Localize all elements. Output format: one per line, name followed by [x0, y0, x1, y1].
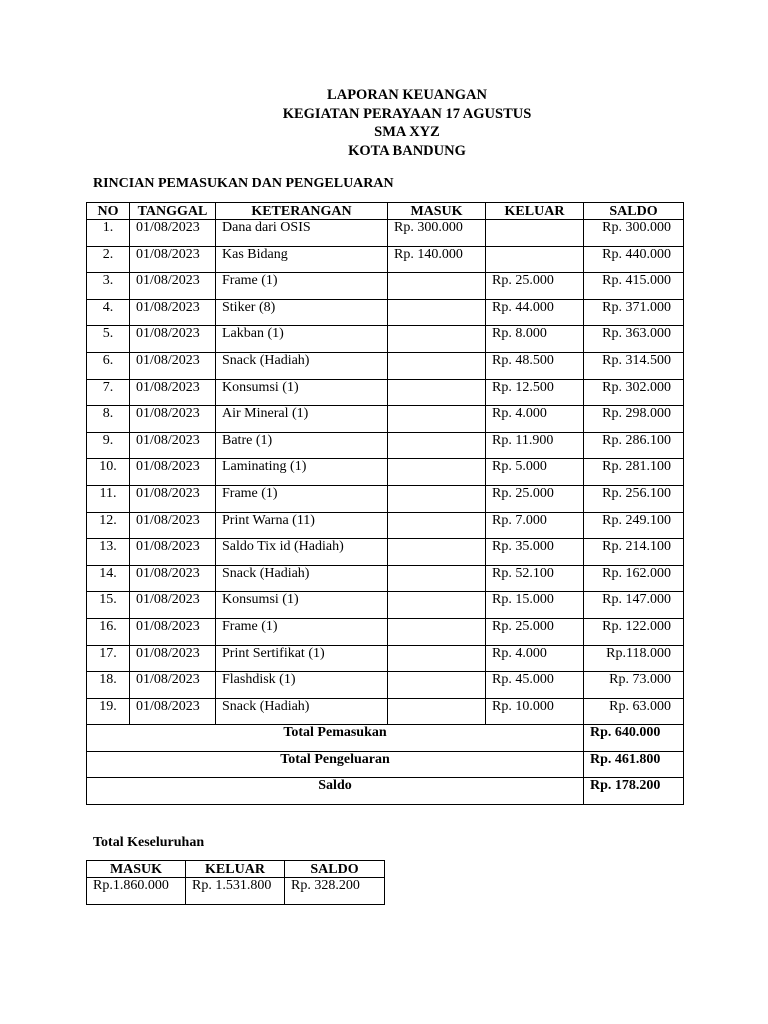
row-keluar: Rp. 11.900 [486, 432, 584, 459]
row-tanggal: 01/08/2023 [130, 432, 216, 459]
summary-table [86, 860, 385, 905]
total-row [87, 778, 684, 805]
transactions-table [86, 202, 684, 805]
column-header-no: NO [87, 203, 130, 220]
row-masuk: Rp. 140.000 [388, 246, 486, 273]
row-keterangan: Flashdisk (1) [216, 672, 388, 699]
row-saldo: Rp. 363.000 [584, 326, 684, 353]
summary-title: Total Keseluruhan [93, 835, 205, 850]
row-keluar: Rp. 12.500 [486, 379, 584, 406]
row-masuk [388, 352, 486, 379]
table-row [87, 672, 684, 699]
row-keterangan: Saldo Tix id (Hadiah) [216, 539, 388, 566]
row-keterangan: Frame (1) [216, 618, 388, 645]
row-saldo: Rp. 73.000 [584, 672, 684, 699]
row-keluar [486, 220, 584, 247]
summary-masuk-value: Rp.1.860.000 [87, 878, 186, 905]
row-saldo: Rp. 300.000 [584, 220, 684, 247]
row-keterangan: Snack (Hadiah) [216, 698, 388, 725]
row-no: 16. [87, 618, 130, 645]
row-keluar: Rp. 48.500 [486, 352, 584, 379]
row-keluar: Rp. 5.000 [486, 459, 584, 486]
row-no: 11. [87, 485, 130, 512]
summary-saldo-value: Rp. 328.200 [285, 878, 385, 905]
column-header-keterangan: KETERANGAN [216, 203, 388, 220]
row-tanggal: 01/08/2023 [130, 379, 216, 406]
table-row [87, 406, 684, 433]
table-row [87, 379, 684, 406]
row-saldo: Rp. 302.000 [584, 379, 684, 406]
row-no: 13. [87, 539, 130, 566]
total-label: Total Pemasukan [87, 725, 584, 752]
row-no: 17. [87, 645, 130, 672]
row-tanggal: 01/08/2023 [130, 618, 216, 645]
row-tanggal: 01/08/2023 [130, 698, 216, 725]
summary-header-masuk: MASUK [87, 861, 186, 878]
row-saldo: Rp. 440.000 [584, 246, 684, 273]
summary-value-row [87, 878, 385, 905]
row-saldo: Rp. 214.100 [584, 539, 684, 566]
row-masuk [388, 645, 486, 672]
row-saldo: Rp. 314.500 [584, 352, 684, 379]
row-no: 9. [87, 432, 130, 459]
row-masuk [388, 273, 486, 300]
row-keluar: Rp. 25.000 [486, 273, 584, 300]
row-keluar: Rp. 35.000 [486, 539, 584, 566]
table-row [87, 698, 684, 725]
summary-header-saldo: SALDO [285, 861, 385, 878]
table-row [87, 539, 684, 566]
row-no: 1. [87, 220, 130, 247]
row-keterangan: Stiker (8) [216, 299, 388, 326]
row-tanggal: 01/08/2023 [130, 220, 216, 247]
table-header-row [87, 203, 684, 220]
row-tanggal: 01/08/2023 [130, 246, 216, 273]
row-keterangan: Snack (Hadiah) [216, 565, 388, 592]
row-saldo: Rp. 371.000 [584, 299, 684, 326]
row-tanggal: 01/08/2023 [130, 485, 216, 512]
row-no: 12. [87, 512, 130, 539]
column-header-tanggal: TANGGAL [130, 203, 216, 220]
row-no: 2. [87, 246, 130, 273]
summary-header-keluar: KELUAR [186, 861, 285, 878]
row-keterangan: Konsumsi (1) [216, 592, 388, 619]
row-masuk [388, 512, 486, 539]
table-row [87, 246, 684, 273]
row-keterangan: Print Sertifikat (1) [216, 645, 388, 672]
report-header [0, 86, 768, 160]
row-tanggal: 01/08/2023 [130, 672, 216, 699]
row-keterangan: Frame (1) [216, 273, 388, 300]
total-label: Total Pengeluaran [87, 751, 584, 778]
row-saldo: Rp. 281.100 [584, 459, 684, 486]
row-masuk: Rp. 300.000 [388, 220, 486, 247]
row-tanggal: 01/08/2023 [130, 539, 216, 566]
row-tanggal: 01/08/2023 [130, 352, 216, 379]
section-title: RINCIAN PEMASUKAN DAN PENGELUARAN [93, 176, 394, 191]
table-row [87, 299, 684, 326]
row-keluar: Rp. 7.000 [486, 512, 584, 539]
table-row [87, 273, 684, 300]
total-row [87, 751, 684, 778]
table-row [87, 459, 684, 486]
row-saldo: Rp. 63.000 [584, 698, 684, 725]
row-keluar: Rp. 45.000 [486, 672, 584, 699]
row-saldo: Rp. 256.100 [584, 485, 684, 512]
table-row [87, 220, 684, 247]
row-masuk [388, 618, 486, 645]
summary-keluar-value: Rp. 1.531.800 [186, 878, 285, 905]
row-masuk [388, 539, 486, 566]
row-masuk [388, 698, 486, 725]
table-row [87, 485, 684, 512]
table-row [87, 352, 684, 379]
row-keterangan: Dana dari OSIS [216, 220, 388, 247]
report-title: LAPORAN KEUANGAN [327, 87, 487, 103]
row-no: 18. [87, 672, 130, 699]
table-row [87, 432, 684, 459]
row-no: 6. [87, 352, 130, 379]
row-tanggal: 01/08/2023 [130, 406, 216, 433]
row-saldo: Rp. 122.000 [584, 618, 684, 645]
row-keterangan: Laminating (1) [216, 459, 388, 486]
row-keterangan: Kas Bidang [216, 246, 388, 273]
total-value: Rp. 461.800 [584, 751, 684, 778]
row-keluar: Rp. 4.000 [486, 406, 584, 433]
summary-header-row [87, 861, 385, 878]
row-masuk [388, 326, 486, 353]
row-keluar: Rp. 25.000 [486, 618, 584, 645]
row-tanggal: 01/08/2023 [130, 565, 216, 592]
total-label: Saldo [87, 778, 584, 805]
row-keluar: Rp. 8.000 [486, 326, 584, 353]
row-keluar: Rp. 15.000 [486, 592, 584, 619]
row-saldo: Rp. 162.000 [584, 565, 684, 592]
row-saldo: Rp. 147.000 [584, 592, 684, 619]
row-no: 5. [87, 326, 130, 353]
row-masuk [388, 485, 486, 512]
row-tanggal: 01/08/2023 [130, 512, 216, 539]
total-value: Rp. 178.200 [584, 778, 684, 805]
row-keterangan: Konsumsi (1) [216, 379, 388, 406]
row-saldo: Rp.118.000 [584, 645, 684, 672]
column-header-keluar: KELUAR [486, 203, 584, 220]
table-totals [87, 725, 684, 805]
row-tanggal: 01/08/2023 [130, 326, 216, 353]
row-tanggal: 01/08/2023 [130, 299, 216, 326]
row-saldo: Rp. 286.100 [584, 432, 684, 459]
row-no: 4. [87, 299, 130, 326]
row-tanggal: 01/08/2023 [130, 459, 216, 486]
row-tanggal: 01/08/2023 [130, 273, 216, 300]
table-row [87, 512, 684, 539]
row-masuk [388, 459, 486, 486]
event-name: KEGIATAN PERAYAAN 17 AGUSTUS [282, 105, 532, 122]
row-masuk [388, 565, 486, 592]
row-no: 14. [87, 565, 130, 592]
row-masuk [388, 592, 486, 619]
row-tanggal: 01/08/2023 [130, 645, 216, 672]
row-no: 10. [87, 459, 130, 486]
row-saldo: Rp. 298.000 [584, 406, 684, 433]
row-masuk [388, 406, 486, 433]
row-keluar: Rp. 25.000 [486, 485, 584, 512]
row-masuk [388, 379, 486, 406]
table-row [87, 565, 684, 592]
row-keluar: Rp. 52.100 [486, 565, 584, 592]
column-header-saldo: SALDO [584, 203, 684, 220]
column-header-masuk: MASUK [388, 203, 486, 220]
row-masuk [388, 672, 486, 699]
table-row [87, 592, 684, 619]
row-keterangan: Frame (1) [216, 485, 388, 512]
table-row [87, 618, 684, 645]
row-no: 19. [87, 698, 130, 725]
row-no: 7. [87, 379, 130, 406]
city-name: KOTA BANDUNG [348, 142, 466, 159]
row-keterangan: Lakban (1) [216, 326, 388, 353]
row-keterangan: Air Mineral (1) [216, 406, 388, 433]
table-row [87, 326, 684, 353]
row-keterangan: Snack (Hadiah) [216, 352, 388, 379]
row-keluar: Rp. 10.000 [486, 698, 584, 725]
table-body [87, 220, 684, 725]
row-keluar: Rp. 44.000 [486, 299, 584, 326]
table-row [87, 645, 684, 672]
row-keterangan: Print Warna (11) [216, 512, 388, 539]
row-saldo: Rp. 415.000 [584, 273, 684, 300]
row-saldo: Rp. 249.100 [584, 512, 684, 539]
total-row [87, 725, 684, 752]
row-keluar [486, 246, 584, 273]
row-no: 3. [87, 273, 130, 300]
row-keluar: Rp. 4.000 [486, 645, 584, 672]
row-tanggal: 01/08/2023 [130, 592, 216, 619]
row-no: 15. [87, 592, 130, 619]
school-name: SMA XYZ [374, 124, 440, 140]
total-value: Rp. 640.000 [584, 725, 684, 752]
row-keterangan: Batre (1) [216, 432, 388, 459]
row-masuk [388, 299, 486, 326]
row-masuk [388, 432, 486, 459]
row-no: 8. [87, 406, 130, 433]
